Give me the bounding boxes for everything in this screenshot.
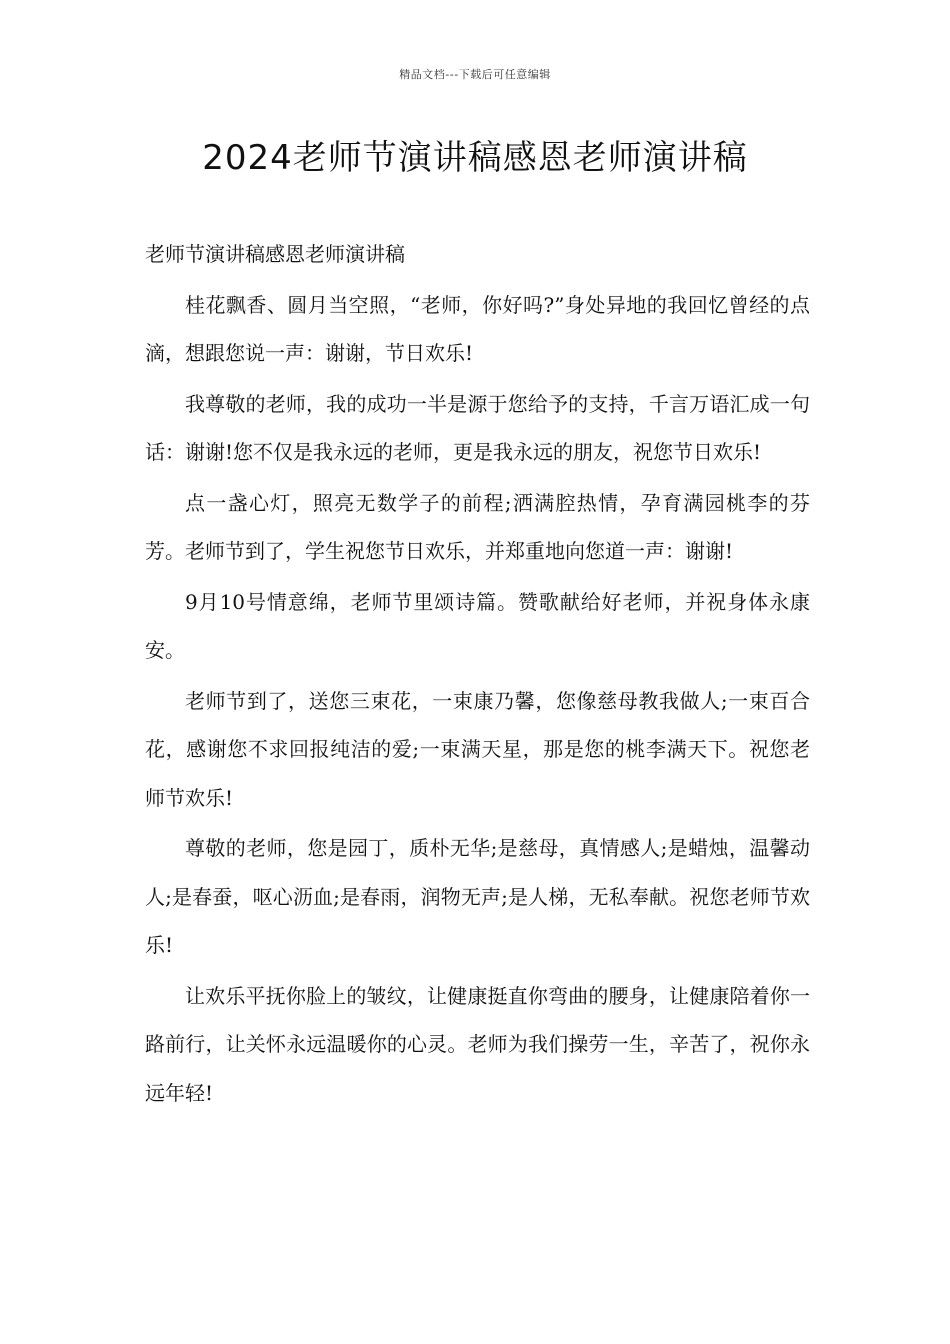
paragraph: 我尊敬的老师，我的成功一半是源于您给予的支持，千言万语汇成一句话：谢谢!您不仅是我永远的老师，更是我永远的朋友，祝您节日欢乐!	[145, 391, 810, 464]
paragraph: 尊敬的老师，您是园丁，质朴无华;是慈母，真情感人;是蜡烛，温馨动人;是春蚕，呕心沥血;是春雨，润物无声;是人梯，无私奉献。祝您老师节欢乐!	[145, 836, 810, 957]
paragraph: 桂花飘香、圆月当空照，“老师，你好吗?”身处异地的我回忆曾经的点滴，想跟您说一声：谢谢，节日欢乐!	[145, 292, 810, 365]
document-body	[145, 230, 810, 1119]
subtitle: 老师节演讲稿感恩老师演讲稿	[145, 242, 405, 266]
paragraph: 9月10号情意绵，老师节里颂诗篇。赞歌献给好老师，并祝身体永康安。	[145, 589, 810, 662]
paragraph: 点一盏心灯，照亮无数学子的前程;洒满腔热情，孕育满园桃李的芬芳。老师节到了，学生祝您节日欢乐，并郑重地向您道一声：谢谢!	[145, 490, 810, 563]
document-title: 2024老师节演讲稿感恩老师演讲稿	[202, 138, 748, 178]
paragraph: 老师节到了，送您三束花，一束康乃馨，您像慈母教我做人;一束百合花，感谢您不求回报纯洁的爱;一束满天星，那是您的桃李满天下。祝您老师节欢乐!	[145, 688, 810, 810]
header-note: 精品文档---下载后可任意编辑	[399, 68, 551, 81]
paragraph: 让欢乐平抚你脸上的皱纹，让健康挺直你弯曲的腰身，让健康陪着你一路前行，让关怀永远温暖你的心灵。老师为我们操劳一生，辛苦了，祝你永远年轻!	[145, 983, 810, 1105]
